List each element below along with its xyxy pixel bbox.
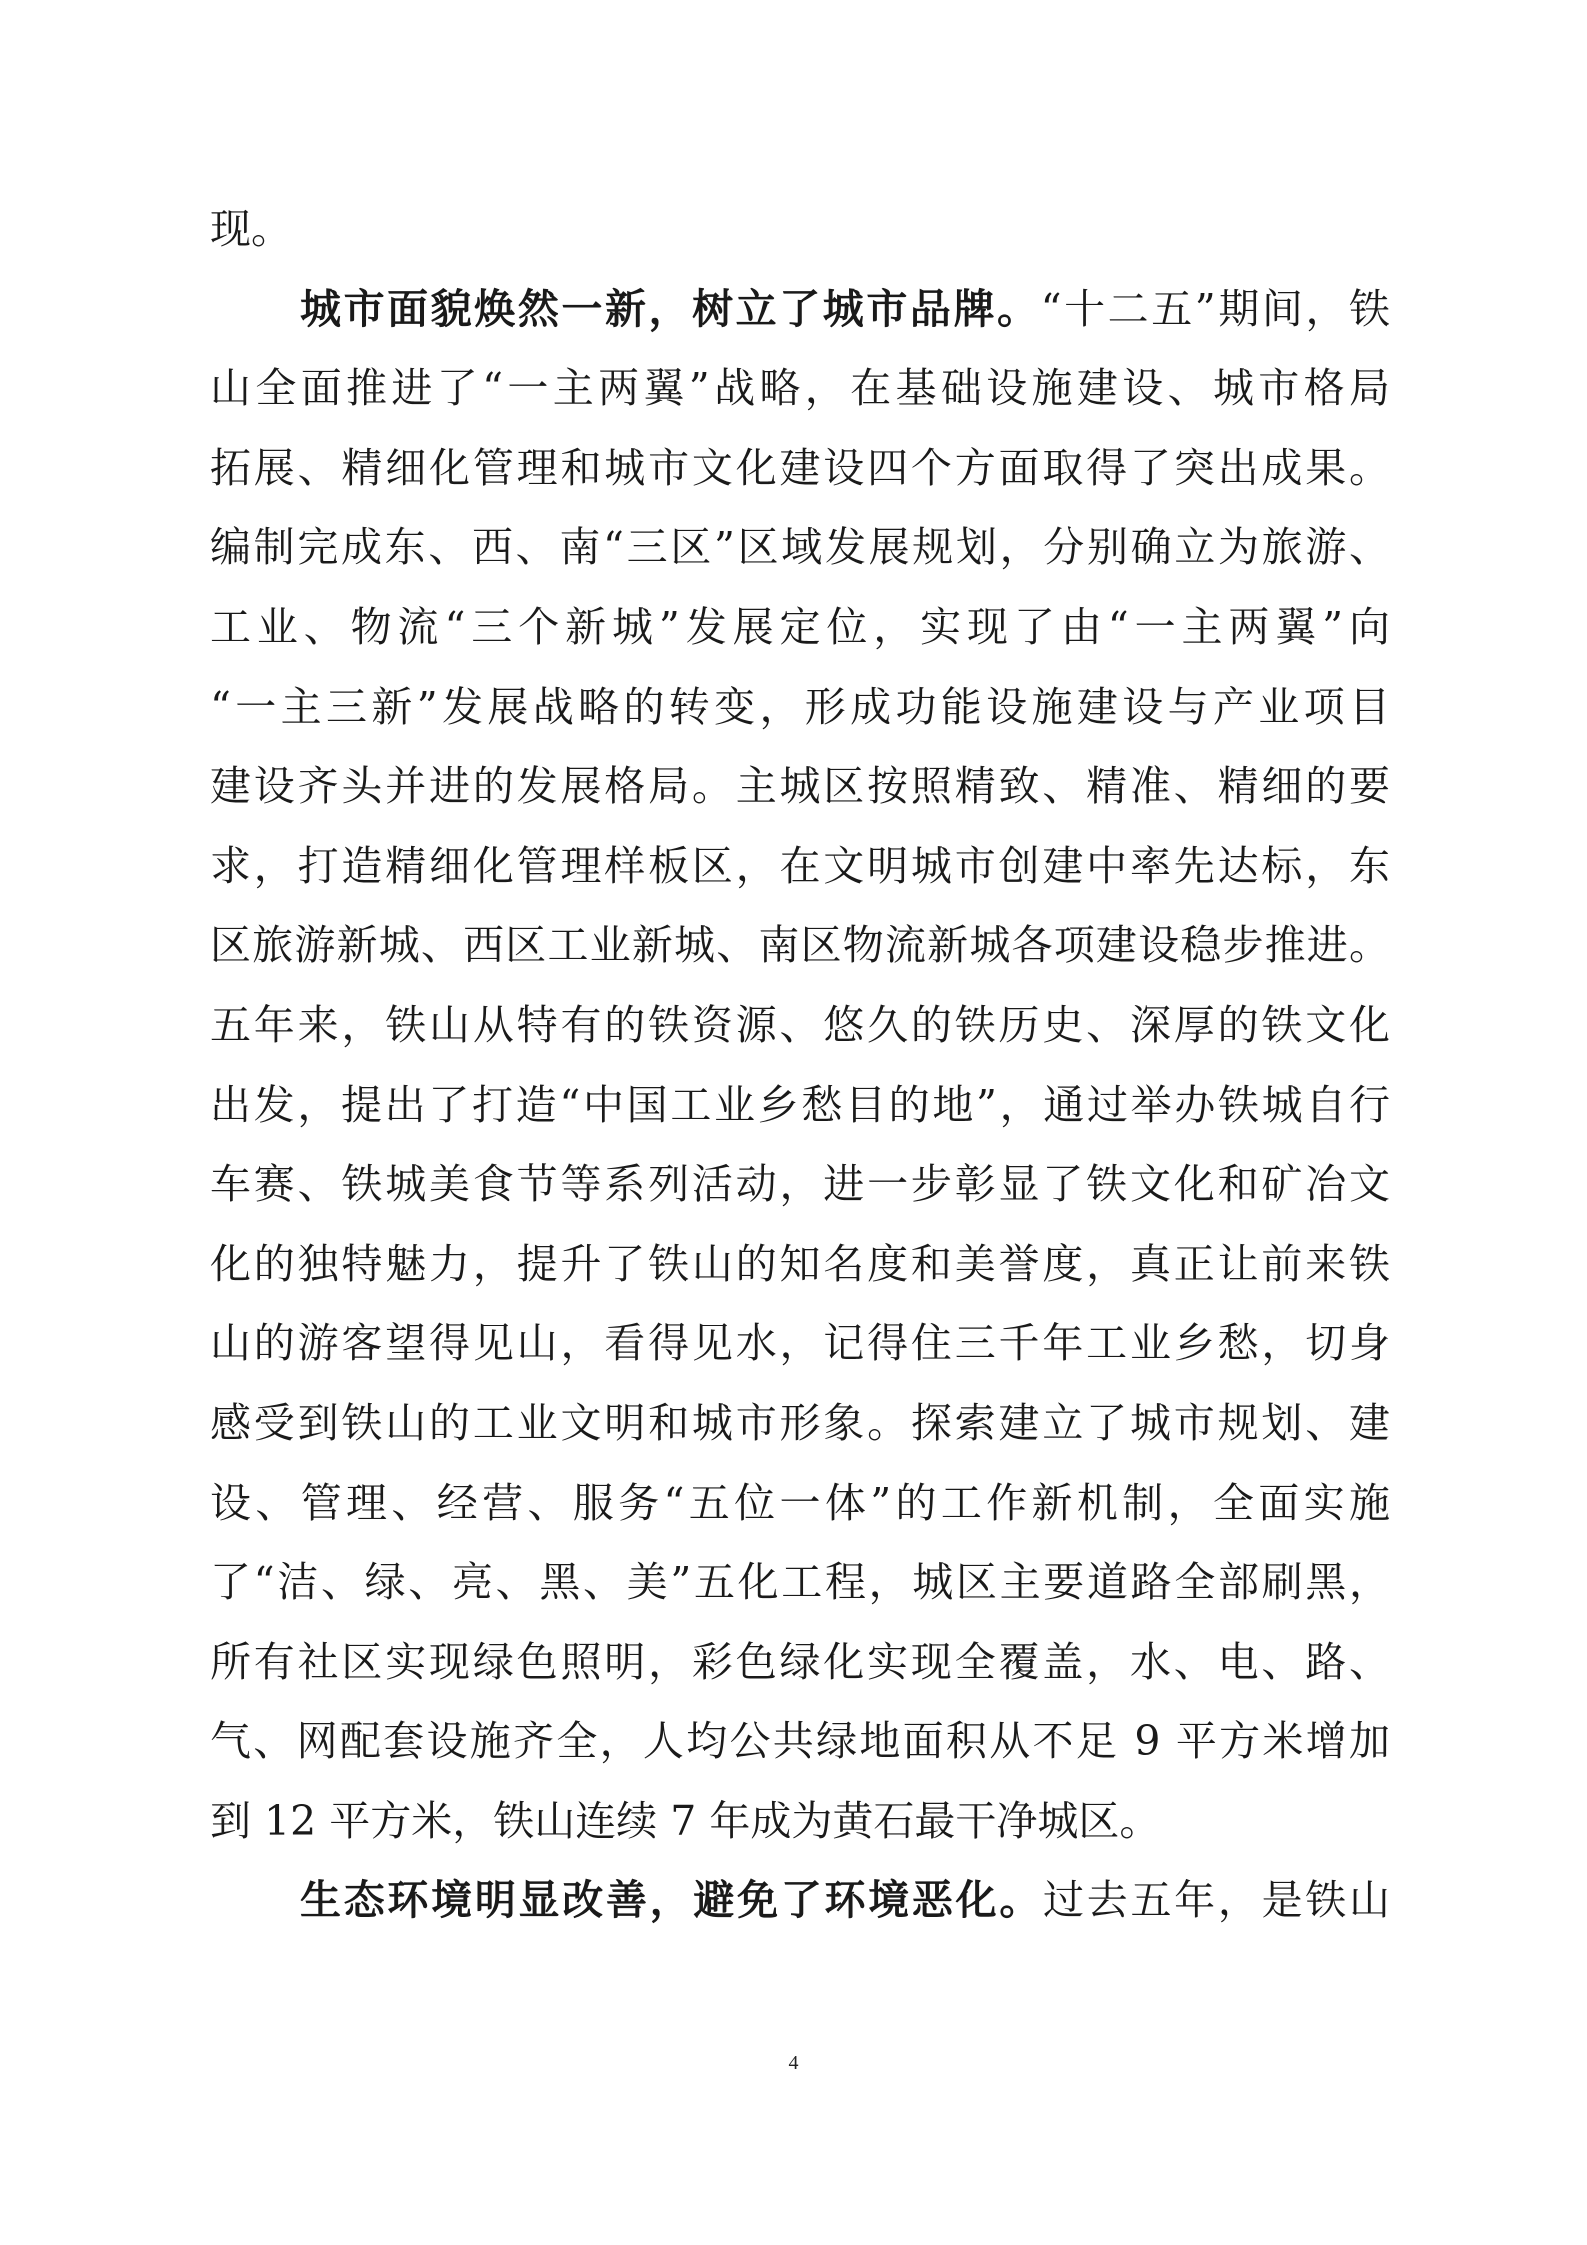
text-run: 车赛、铁城美食节等系列活动，进一步彰显了铁文化和矿冶文	[210, 1160, 1390, 1209]
text-line	[210, 906, 1390, 986]
text-line	[210, 827, 1390, 907]
text-line	[210, 1384, 1390, 1464]
text-run: 编制完成东、西、南“三区”区域发展规划，分别确立为旅游、	[210, 523, 1390, 572]
text-line	[210, 1225, 1390, 1305]
text-line	[210, 588, 1390, 668]
paragraph-heading: 城市面貌焕然一新，树立了城市品牌。	[300, 284, 1041, 333]
text-run: 了“洁、绿、亮、黑、美”五化工程，城区主要道路全部刷黑，	[210, 1558, 1390, 1607]
text-line	[210, 429, 1390, 509]
text-run: 山的游客望得见山，看得见水，记得住三千年工业乡愁，切身	[210, 1319, 1390, 1368]
text-line	[210, 1145, 1390, 1225]
text-line	[210, 1304, 1390, 1384]
page-number: 4	[788, 2052, 799, 2074]
paragraph-first-line	[210, 270, 1390, 350]
text-run: 工业、物流“三个新城”发展定位，实现了由“一主两翼”向	[210, 602, 1390, 651]
text-run: 拓展、精细化管理和城市文化建设四个方面取得了突出成果。	[210, 443, 1390, 492]
text-line	[210, 508, 1390, 588]
text-run: 气、网配套设施齐全，人均公共绿地面积从不足 9 平方米增加	[210, 1717, 1390, 1766]
text-run: 设、管理、经营、服务“五位一体”的工作新机制，全面实施	[210, 1478, 1390, 1527]
text-run: 建设齐头并进的发展格局。主城区按照精致、精准、精细的要	[210, 762, 1390, 811]
paragraph-heading: 生态环境明显改善，避免了环境恶化。	[300, 1876, 1044, 1925]
text-run: 山全面推进了“一主两翼”战略，在基础设施建设、城市格局	[210, 364, 1390, 413]
text-run: 出发，提出了打造“中国工业乡愁目的地”，通过举办铁城自行	[210, 1080, 1390, 1129]
text-line	[210, 349, 1390, 429]
text-line	[210, 986, 1390, 1066]
text-line	[210, 1464, 1390, 1544]
text-run: 感受到铁山的工业文明和城市形象。探索建立了城市规划、建	[210, 1398, 1390, 1447]
text-line	[210, 1702, 1390, 1782]
text-line	[210, 1782, 1390, 1862]
text-run: 求，打造精细化管理样板区，在文明城市创建中率先达标，东	[210, 841, 1390, 890]
text-line	[210, 1623, 1390, 1703]
text-run: 到 12 平方米，铁山连续 7 年成为黄石最干净城区。	[210, 1796, 1161, 1845]
text-line	[210, 668, 1390, 748]
text-line	[210, 190, 1390, 270]
text-line	[210, 747, 1390, 827]
text-run: 所有社区实现绿色照明，彩色绿化实现全覆盖，水、电、路、	[210, 1637, 1390, 1686]
text-line	[210, 1066, 1390, 1146]
body-text	[210, 190, 1390, 1941]
text-run: 五年来，铁山从特有的铁资源、悠久的铁历史、深厚的铁文化	[210, 1000, 1390, 1049]
paragraph-first-line	[210, 1861, 1390, 1941]
text-run: “一主三新”发展战略的转变，形成功能设施建设与产业项目	[210, 682, 1390, 731]
text-run: “十二五”期间，铁	[1040, 284, 1390, 333]
text-run: 过去五年，是铁山	[1043, 1876, 1390, 1925]
text-run: 化的独特魅力，提升了铁山的知名度和美誉度，真正让前来铁	[210, 1239, 1390, 1288]
text-run: 区旅游新城、西区工业新城、南区物流新城各项建设稳步推进。	[210, 921, 1390, 970]
text-line	[210, 1543, 1390, 1623]
text-run: 现。	[210, 205, 292, 253]
